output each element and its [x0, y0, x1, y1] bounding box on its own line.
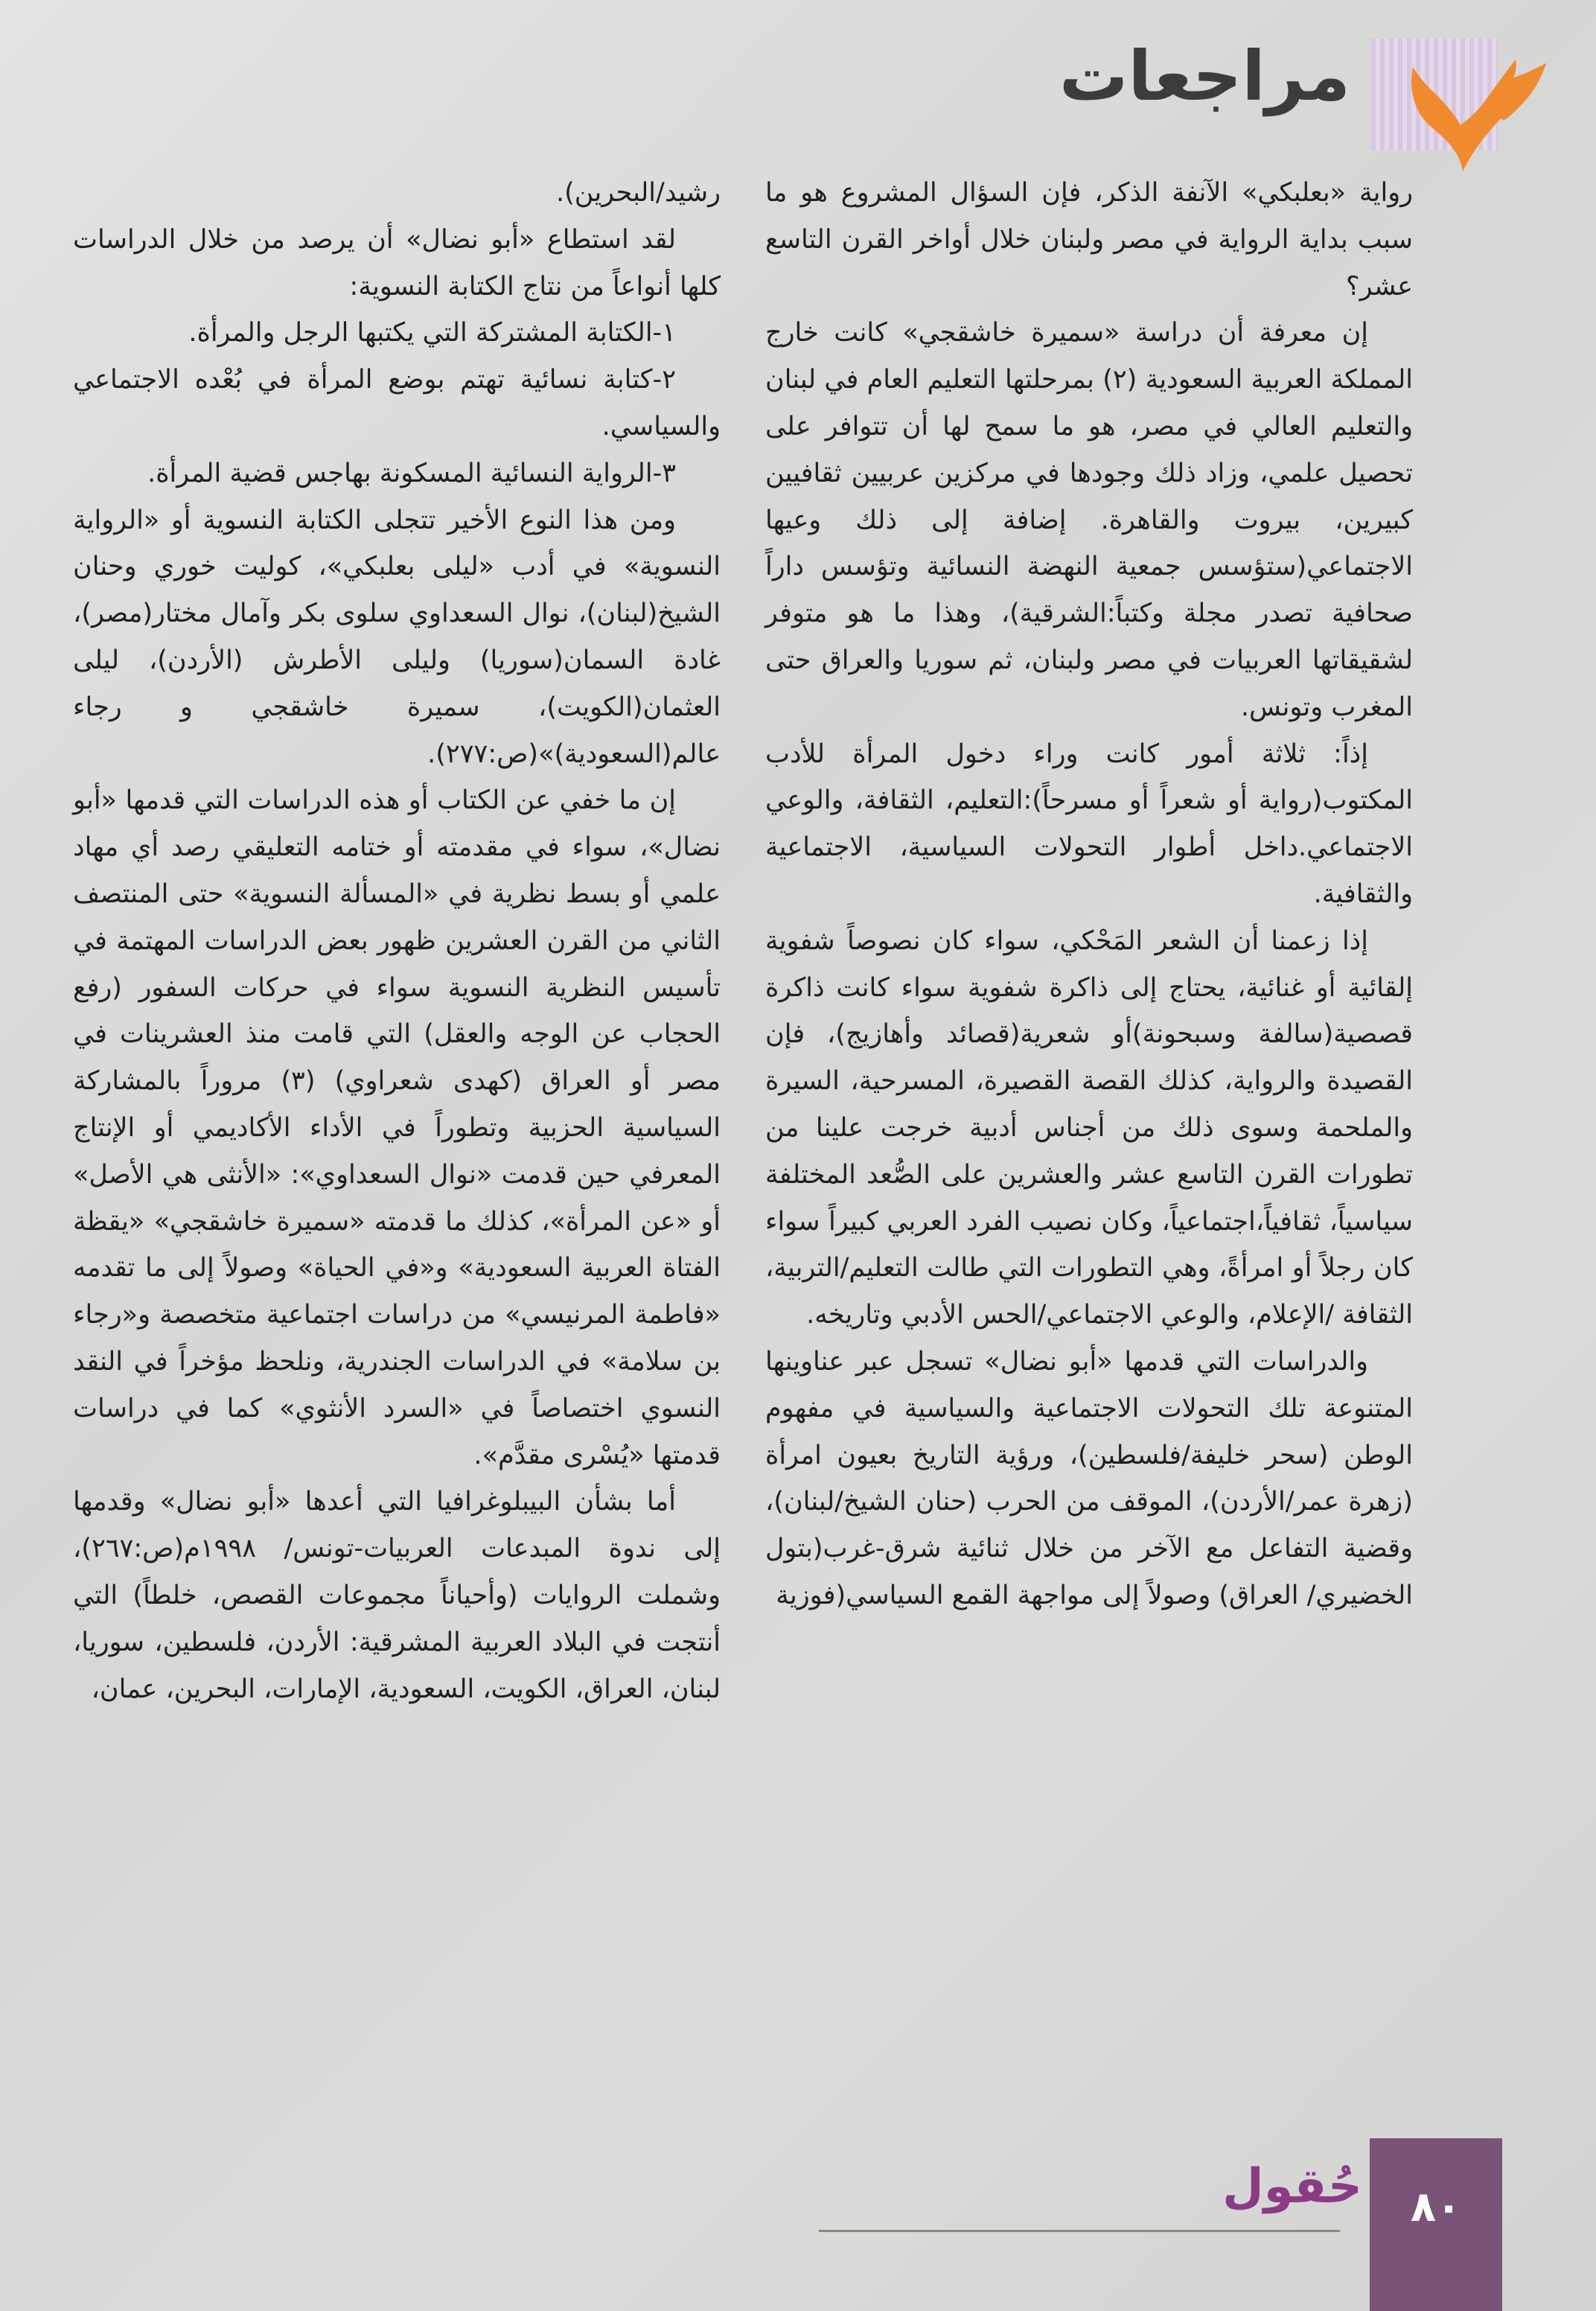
list-item: ٣-الرواية النسائية المسكونة بهاجس قضية المرأة.: [147, 458, 676, 488]
paragraph: إن معرفة أن دراسة «سميرة خاشقجي» كانت خارج المملكة العربية السعودية (٢) بمرحلتها التعليم العام في لبنان والتعليم العالي في مصر، هو ما سمح لها أن تتوافر على تحصيل علمي، وزاد ذلك وجودها في مركزين عربيين ثقافيين كبيرين، بيروت والقاهرة. إضافة إلى ذلك وعيها الاجتماعي(ستؤسس جمعية النهضة النسائية وتؤسس داراً صحافية تصدر مجلة وكتباً:الشرقية)، وهذا ما هو متوفر لشقيقاتها العربيات في مصر ولبنان، ثم سوريا والعراق حتى المغرب وتونس.: [765, 318, 1413, 722]
paragraph: والدراسات التي قدمها «أبو نضال» تسجل عبر عناوينها المتنوعة تلك التحولات الاجتماعية والسياسية في مفهوم الوطن (سحر خليفة/فلسطين)، ورؤية التاريخ بعيون امرأة (زهرة عمر/الأردن)، الموقف من الحرب (حنان الشيخ/لبنان)، وقضية التفاعل مع الآخر من خلال ثنائية شرق-غرب(بتول الخضيري/ العراق) وصولاً إلى مواجهة القمع السياسي(فوزية: [765, 1346, 1413, 1610]
magazine-brand-icon: [1370, 37, 1548, 179]
paragraph: إن ما خفي عن الكتاب أو هذه الدراسات التي قدمها «أبو نضال»، سواء في مقدمته أو ختامه التعليقي رصد أي مهاد علمي أو بسط نظرية في «المسألة النسوية» حتى المنتصف الثاني من القرن العشرين ظهور بعض الدراسات المهتمة في تأسيس النظرية النسوية سواء في حركات السفور (رفع الحجاب عن الوجه والعقل) التي قامت منذ العشرينات في مصر أو العراق (كهدى شعراوي) (٣) مروراً بالمشاركة السياسية الحزبية وتطوراً في الأداء الأكاديمي أو الإنتاج المعرفي حين قدمت «نوال السعداوي»: «الأنثى هي الأصل» أو «عن المرأة»، كذلك ما قدمته «سميرة خاشقجي» «يقظة الفتاة العربية السعودية» و«في الحياة» وصولاً إلى ما تقدمه «فاطمة المرنيسي» من دراسات اجتماعية متخصصة و«رجاء بن سلامة» في الدراسات الجندرية، ونلحظ مؤخراً في النقد النسوي اختصاصاً في «السرد الأنثوي» كما في دراسات قدمتها «يُسْرى مقدَّم».: [73, 785, 721, 1470]
paragraph: ومن هذا النوع الأخير تتجلى الكتابة النسوية أو «الرواية النسوية» في أدب «ليلى بعلبكي»، كوليت خوري وحنان الشيخ(لبنان)، نوال السعداوي سلوى بكر وآمال مختار(مصر)، غادة السمان(سوريا) وليلى الأطرش (الأردن)، ليلى العثمان(الكويت)، سميرة خاشقجي و رجاء عالم(السعودية)»(ص:٢٧٧).: [73, 505, 721, 769]
paragraph: إذاً: ثلاثة أمور كانت وراء دخول المرأة للأدب المكتوب(رواية أو شعراً أو مسرحاً):التعليم، الثقافة، والوعي الاجتماعي.داخل أطوار التحولات السياسية، الاجتماعية والثقافية.: [765, 739, 1413, 909]
paragraph: أما بشأن البيبلوغرافيا التي أعدها «أبو نضال» وقدمها إلى ندوة المبدعات العربيات-تونس/ ١٩٩٨م(ص:٢٦٧)، وشملت الروايات (وأحياناً مجموعات القصص، خلطاً) التي أنتجت في البلاد العربية المشرقية: الأردن، فلسطين، سوريا، لبنان، العراق، الكويت، السعودية، الإمارات، البحرين، عمان،: [73, 1487, 721, 1704]
text-column-left: [73, 170, 721, 1712]
section-title: مراجعات: [1059, 36, 1350, 116]
paragraph: رواية «بعلبكي» الآنفة الذكر، فإن السؤال المشروع هو ما سبب بداية الرواية في مصر ولبنان خلال أواخر القرن التاسع عشر؟: [765, 178, 1413, 302]
paragraph: إذا زعمنا أن الشعر المَحْكي، سواء كان نصوصاً شفوية إلقائية أو غنائية، يحتاج إلى ذاكرة شفوية سواء كانت ذاكرة قصصية(سالفة وسبحونة)أو شعرية(قصائد وأهازيج)، فإن القصيدة والرواية، كذلك القصة القصيرة، المسرحية، السيرة والملحمة وسوى ذلك من أجناس أدبية خرجت علينا من تطورات القرن التاسع عشر والعشرين على الصُّعد المختلفة سياسياً، ثقافياً،اجتماعياً، وكان نصيب الفرد العربي كبيراً سواء كان رجلاً أو امرأةً، وهي التطورات التي طالت التعليم/التربية، الثقافة /الإعلام، والوعي الاجتماعي/الحس الأدبي وتاريخه.: [765, 925, 1413, 1330]
paragraph: لقد استطاع «أبو نضال» أن يرصد من خلال الدراسات كلها أنواعاً من نتاج الكتابة النسوية:: [73, 224, 721, 302]
text-column-right: [765, 170, 1413, 1619]
list-item: ٢-كتابة نسائية تهتم بوضع المرأة في بُعْده الاجتماعي والسياسي.: [73, 365, 721, 442]
footer-divider: [819, 2230, 1340, 2232]
page-number-box: [1370, 2138, 1502, 2311]
paragraph: رشيد/البحرين).: [556, 178, 721, 208]
page-number: ٨٠: [1410, 2183, 1462, 2231]
magazine-logo: حُقول: [1222, 2159, 1362, 2214]
list-item: ١-الكتابة المشتركة التي يكتبها الرجل والمرأة.: [188, 318, 676, 348]
